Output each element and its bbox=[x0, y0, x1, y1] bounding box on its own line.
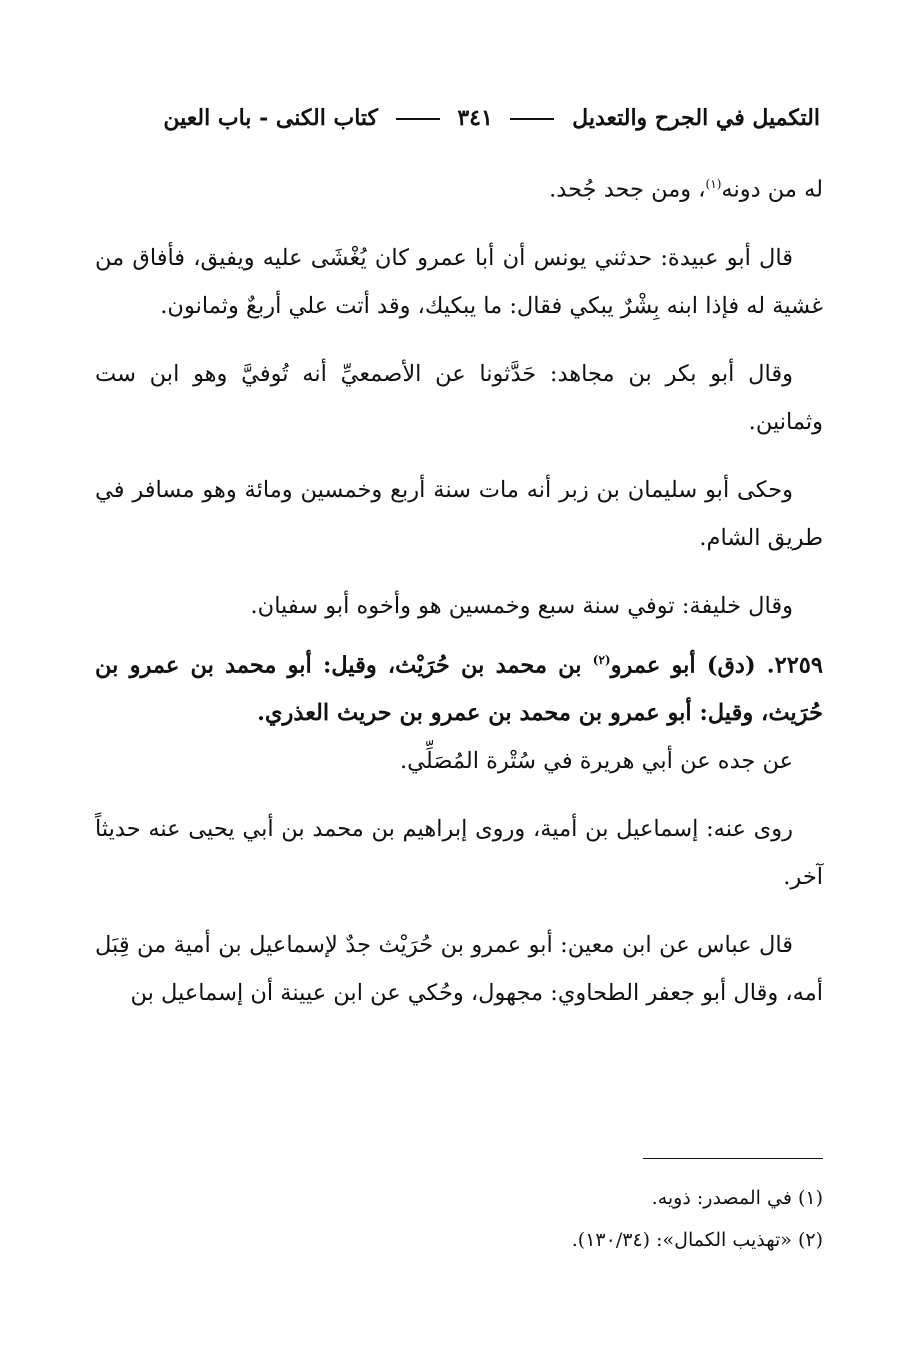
paragraph: قال عباس عن ابن معين: أبو عمرو بن حُرَيْث جدٌ لإسماعيل بن أمية من قِبَل أمه، وقال أبو جعفر الطحاوي: مجهول، وحُكي عن ابن عيينة أن إسماعيل بن bbox=[95, 932, 823, 1006]
header-separator bbox=[396, 118, 440, 120]
paragraph-text: ، ومن جحد جُحد. bbox=[549, 176, 706, 203]
paragraph: قال أبو عبيدة: حدثني يونس أن أبا عمرو كان يُغْشَى عليه ويفيق، فأفاق من غشية له فإذا ابنه بِشْرٌ يبكي فقال: ما يبكيك، وقد أتت علي أربعٌ وثمانون. bbox=[95, 244, 823, 319]
paragraph bbox=[95, 160, 823, 214]
paragraph: وقال خليفة: توفي سنة سبع وخمسين هو وأخوه أبو سفيان. bbox=[250, 592, 793, 619]
paragraph: وحكى أبو سليمان بن زبر أنه مات سنة أربع وخمسين ومائة وهو مسافر في طريق الشام. bbox=[95, 476, 823, 551]
main-text bbox=[95, 160, 823, 1017]
footnotes bbox=[95, 1177, 823, 1261]
paragraph-text: له من دونه bbox=[721, 176, 823, 203]
entry-heading bbox=[95, 636, 823, 738]
page-number: ٣٤١ bbox=[457, 105, 493, 131]
entry-heading-text: (دق) أبو عمرو bbox=[610, 652, 756, 678]
paragraph: روى عنه: إسماعيل بن أمية، وروى إبراهيم بن محمد بن أبي يحيى عنه حديثاً آخر. bbox=[95, 816, 823, 890]
footnote-marker: (٢) bbox=[592, 652, 611, 667]
header-separator bbox=[510, 118, 554, 120]
paragraph: وقال أبو بكر بن مجاهد: حَدَّثونا عن الأصمعيِّ أنه تُوفيَّ وهو ابن ست وثمانين. bbox=[95, 360, 823, 435]
entry-heading-text: بن محمد بن حُرَيْث، وقيل: أبو محمد بن عمرو بن حُرَيث، وقيل: أبو عمرو بن محمد بن عمرو بن حريث العذري. bbox=[95, 652, 823, 726]
footnote: (١) في المصدر: ذويه. bbox=[651, 1187, 823, 1209]
paragraph: عن جده عن أبي هريرة في سُتْرة المُصَلِّي. bbox=[399, 748, 793, 774]
footnote-marker: (١) bbox=[705, 177, 722, 191]
running-header bbox=[95, 100, 820, 136]
footnote: (٢) «تهذيب الكمال»: (١٣٠/٣٤). bbox=[571, 1229, 823, 1251]
header-book-title: التكميل في الجرح والتعديل bbox=[572, 105, 820, 131]
entry-number: ٢٢٥٩. bbox=[766, 652, 823, 678]
header-section-title: كتاب الكنى - باب العين bbox=[163, 105, 379, 131]
footnote-divider bbox=[643, 1158, 823, 1159]
